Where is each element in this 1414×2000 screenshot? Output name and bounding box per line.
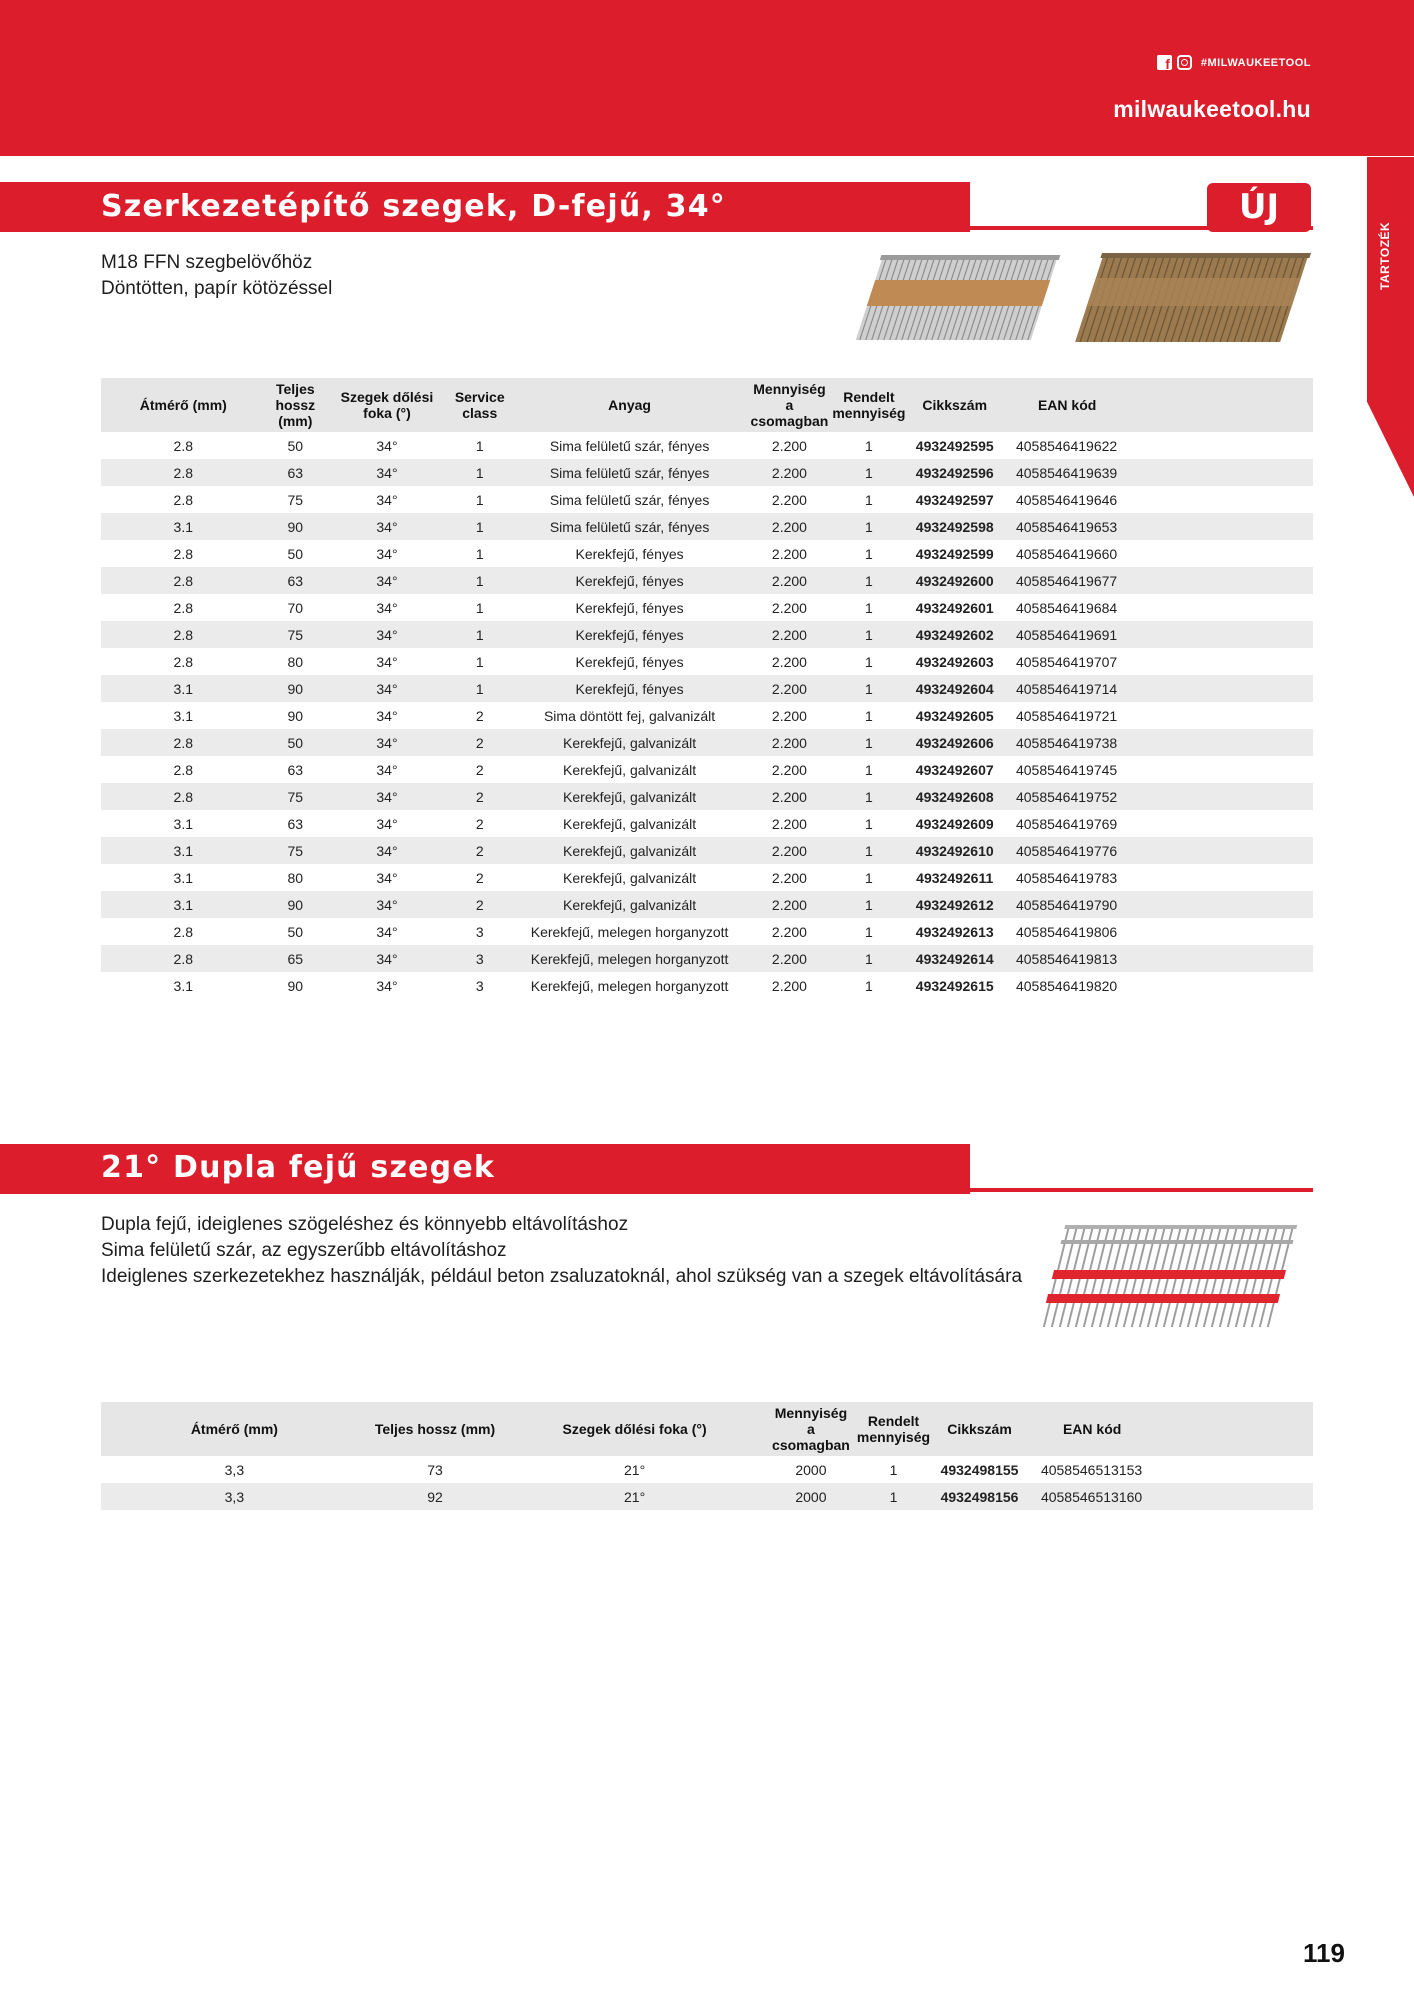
table-cell: 2000 — [767, 1483, 855, 1510]
table-cell: 1 — [830, 459, 907, 486]
table-cell: 4058546419714 — [1002, 675, 1313, 702]
table-cell: 34° — [376, 437, 398, 454]
table-cell: 1 — [830, 891, 907, 918]
table-row — [101, 945, 1313, 972]
table-cell: 63 — [266, 459, 326, 486]
social-links — [1157, 55, 1311, 70]
table-cell: 2.8 — [101, 567, 266, 594]
table-cell: 4932492602 — [907, 621, 1001, 648]
table-cell: 4058546419813 — [1002, 945, 1313, 972]
table-cell: Sima felületű szár, fényes — [511, 459, 749, 486]
table-row — [101, 756, 1313, 783]
table-cell: 4932498155 — [940, 1461, 1019, 1478]
table-cell: 1 — [855, 1483, 932, 1510]
page-number: 119 — [1303, 1938, 1345, 1968]
column-header: Cikkszám — [932, 1402, 1027, 1456]
table-cell: 4932492613 — [915, 923, 994, 940]
table-cell: 2 — [449, 891, 511, 918]
table-cell: 63 — [287, 815, 304, 832]
table-cell: 2.200 — [749, 621, 831, 648]
table-cell: 1 — [865, 869, 873, 886]
table-cell: 4932492609 — [915, 815, 994, 832]
table-cell: 3.1 — [101, 891, 266, 918]
table-cell: 1 — [865, 707, 873, 724]
table-cell: Kerekfejű, fényes — [575, 599, 684, 616]
table-cell: Kerekfejű, galvanizált — [511, 891, 749, 918]
table-row — [101, 837, 1313, 864]
table-cell: 2 — [475, 761, 484, 778]
hashtag: #MILWAUKEETOOL — [1200, 56, 1311, 69]
column-header: Anyag — [511, 378, 749, 432]
table-row — [101, 1483, 1313, 1510]
table-cell: 80 — [287, 869, 304, 886]
table-cell: 4932492603 — [915, 653, 994, 670]
table-cell: 2000 — [795, 1461, 827, 1478]
description-line: Sima felületű szár, az egyszerűbb eltávolításhoz — [101, 1240, 507, 1261]
table-cell: 3.1 — [101, 675, 266, 702]
table-cell: 90 — [287, 977, 304, 994]
table-cell: 2.8 — [173, 599, 194, 616]
table-cell: 1 — [475, 491, 484, 508]
table-cell: 4932492595 — [915, 437, 994, 454]
column-header: Rendelt mennyiség — [830, 378, 907, 432]
table-row — [101, 864, 1313, 891]
table-cell: 4932492608 — [907, 783, 1001, 810]
table-row — [101, 567, 1313, 594]
table-cell: 4932492601 — [915, 599, 994, 616]
table-cell: 4058546419783 — [1015, 869, 1118, 886]
category-side-tab-label: TARTOZÉK — [1378, 221, 1392, 290]
table-cell: 2.200 — [771, 707, 807, 724]
table-cell: 34° — [376, 761, 398, 778]
description-line: Ideiglenes szerkezetekhez használják, például beton zsaluzatoknál, ahol szükség van a szegek eltávolítására — [101, 1266, 1023, 1287]
column-header: EAN kód — [1002, 378, 1313, 432]
table-cell: 4058546419684 — [1015, 599, 1118, 616]
table-cell: 1 — [475, 545, 484, 562]
table-cell: 4058546419646 — [1015, 491, 1118, 508]
table-cell: 4058546419691 — [1002, 621, 1313, 648]
table-cell: 4058546419820 — [1015, 977, 1118, 994]
table-cell: 1 — [475, 653, 484, 670]
table-cell: 4932492604 — [907, 675, 1001, 702]
table-cell: 1 — [830, 729, 907, 756]
table-cell: Kerekfejű, fényes — [575, 545, 684, 562]
table-cell: 4932492615 — [915, 977, 994, 994]
table-cell: Sima felületű szár, fényes — [549, 491, 710, 508]
instagram-icon[interactable] — [1177, 55, 1192, 70]
double-head-nail-strip-image — [1030, 1222, 1315, 1332]
section1-description — [101, 250, 332, 302]
column-header: Teljes hossz (mm) — [368, 1402, 502, 1456]
table-cell: 2.200 — [771, 761, 807, 778]
table-cell: 34° — [376, 869, 398, 886]
table-row — [101, 729, 1313, 756]
table-cell: 4058546419738 — [1002, 729, 1313, 756]
table-cell: 2.200 — [749, 837, 831, 864]
table-cell: Kerekfejű, melegen horganyzott — [511, 945, 749, 972]
table-row — [101, 513, 1313, 540]
table-cell: Kerekfejű, galvanizált — [511, 729, 749, 756]
column-header: Átmérő (mm) — [101, 378, 266, 432]
table-cell: 4058546419752 — [1002, 783, 1313, 810]
description-line: Dupla fejű, ideiglenes szögeléshez és könnyebb eltávolításhoz — [101, 1214, 629, 1235]
table-cell: 2.8 — [101, 783, 266, 810]
table-cell: 34° — [325, 621, 449, 648]
new-badge: ÚJ — [1207, 183, 1311, 232]
table-cell: 63 — [266, 567, 326, 594]
table-row — [101, 972, 1313, 999]
table-cell: 3,3 — [224, 1461, 245, 1478]
column-header: Szegek dőlési foka (°) — [325, 378, 449, 432]
table-cell: 4058546419769 — [1015, 815, 1118, 832]
description-line: Döntötten, papír kötözéssel — [101, 278, 333, 299]
table-row — [101, 486, 1313, 513]
table-cell: 2.8 — [101, 621, 266, 648]
table-cell: 4058546419622 — [1015, 437, 1118, 454]
table-row — [101, 675, 1313, 702]
table-row — [101, 540, 1313, 567]
table-cell: 4058546419639 — [1002, 459, 1313, 486]
table-cell: 1 — [830, 567, 907, 594]
table-cell: 50 — [287, 923, 304, 940]
table-cell: 2.200 — [771, 815, 807, 832]
table-cell: 2.200 — [749, 783, 831, 810]
section2-title: 21° Dupla fejű szegek — [101, 1150, 496, 1185]
table-cell: 34° — [376, 815, 398, 832]
column-header: EAN kód — [1027, 1402, 1313, 1456]
section2-title-line — [970, 1188, 1313, 1192]
table-cell: 63 — [287, 761, 304, 778]
table-cell: 4932492611 — [916, 869, 994, 886]
table-cell: 2.8 — [173, 761, 194, 778]
section2-description — [101, 1212, 1022, 1290]
table-cell: 2 — [449, 837, 511, 864]
facebook-icon[interactable] — [1157, 55, 1172, 70]
table-cell: 3.1 — [173, 707, 194, 724]
table-cell: Kerekfejű, galvanizált — [511, 783, 749, 810]
column-header: Átmérő (mm) — [101, 1402, 368, 1456]
table-row — [101, 783, 1313, 810]
table-cell: 2.200 — [771, 599, 807, 616]
table-cell: 2 — [475, 707, 484, 724]
table-cell: 2.200 — [771, 491, 807, 508]
table-cell: Sima felületű szár, fényes — [511, 513, 749, 540]
table-cell: 34° — [325, 729, 449, 756]
table-cell: 34° — [325, 837, 449, 864]
table-cell: 2.8 — [173, 545, 194, 562]
table-cell: Sima döntött fej, galvanizált — [543, 707, 716, 724]
table-cell: 1 — [865, 815, 873, 832]
table-cell: 2.200 — [749, 675, 831, 702]
table-cell: 1 — [830, 837, 907, 864]
table-cell: 90 — [266, 513, 326, 540]
nail-strip-galvanized-image — [1050, 250, 1315, 350]
column-header: Szegek dőlési foka (°) — [502, 1402, 767, 1456]
table-cell: 1 — [449, 675, 511, 702]
table-cell: 2.200 — [771, 923, 807, 940]
table-cell: 4058546419721 — [1015, 707, 1118, 724]
site-url[interactable]: milwaukeetool.hu — [1113, 96, 1311, 122]
table-cell: 3 — [475, 977, 484, 994]
table-cell: 1 — [889, 1461, 898, 1478]
table-cell: 50 — [287, 437, 304, 454]
table-cell: 4058546419790 — [1002, 891, 1313, 918]
table-cell: 3 — [449, 945, 511, 972]
section1-title: Szerkezetépítő szegek, D-fejű, 34° — [101, 189, 726, 224]
table-cell: Kerekfejű, galvanizált — [511, 837, 749, 864]
table-cell: Kerekfejű, melegen horganyzott — [530, 923, 729, 940]
table-cell: 1 — [830, 621, 907, 648]
table-row — [101, 918, 1313, 945]
table-cell: 4058546419660 — [1015, 545, 1118, 562]
table-cell: 4932492598 — [907, 513, 1001, 540]
table-cell: 3.1 — [101, 837, 266, 864]
table-cell: 2.200 — [749, 459, 831, 486]
table-cell: 3,3 — [101, 1483, 368, 1510]
section2-spec-table — [101, 1402, 1313, 1510]
table-cell: 1 — [865, 437, 873, 454]
table-cell: 2 — [475, 869, 484, 886]
table-cell: 4932492600 — [907, 567, 1001, 594]
table-cell: 4932492596 — [907, 459, 1001, 486]
table-cell: 2.8 — [101, 459, 266, 486]
top-banner — [0, 0, 1414, 156]
table-cell: 34° — [325, 567, 449, 594]
table-cell: Kerekfejű, melegen horganyzott — [530, 977, 729, 994]
table-cell: 4058546419745 — [1015, 761, 1118, 778]
table-cell: 4932498156 — [932, 1483, 1027, 1510]
table-header-row — [101, 1402, 1313, 1456]
table-cell: 21° — [502, 1483, 767, 1510]
table-cell: 90 — [287, 707, 304, 724]
column-header: Cikkszám — [907, 378, 1001, 432]
table-cell: 3.1 — [101, 513, 266, 540]
table-cell: 3.1 — [173, 869, 194, 886]
table-cell: Kerekfejű, fényes — [511, 675, 749, 702]
table-cell: 1 — [830, 945, 907, 972]
table-cell: 73 — [427, 1461, 443, 1478]
table-cell: 92 — [368, 1483, 502, 1510]
table-cell: 2.8 — [101, 729, 266, 756]
section1-spec-table — [101, 378, 1313, 999]
table-cell: 65 — [266, 945, 326, 972]
table-row — [101, 810, 1313, 837]
table-cell: 4932492605 — [915, 707, 994, 724]
table-cell: 1 — [475, 599, 484, 616]
table-cell: 1 — [865, 977, 873, 994]
table-cell: 2.200 — [749, 567, 831, 594]
table-cell: 1 — [865, 653, 873, 670]
table-cell: 2.200 — [771, 977, 807, 994]
table-cell: 4932492599 — [915, 545, 994, 562]
table-cell: 4932492597 — [915, 491, 994, 508]
table-cell: 34° — [376, 707, 398, 724]
table-header-row — [101, 378, 1313, 432]
table-cell: 1 — [449, 621, 511, 648]
table-cell: 4932492607 — [915, 761, 994, 778]
table-cell: Kerekfejű, fényes — [511, 567, 749, 594]
column-header: Mennyiség a csomagban — [767, 1402, 855, 1456]
table-cell: 2.200 — [771, 437, 807, 454]
table-cell: 4932492612 — [907, 891, 1001, 918]
column-header: Rendelt mennyiség — [855, 1402, 932, 1456]
table-cell: Sima felületű szár, fényes — [549, 437, 710, 454]
table-cell: 2.200 — [749, 945, 831, 972]
table-row — [101, 702, 1313, 729]
table-cell: 2.200 — [749, 891, 831, 918]
table-cell: 4058546513153 — [1040, 1461, 1143, 1478]
nail-strip-bright-image — [825, 250, 1065, 350]
table-cell: 34° — [376, 491, 398, 508]
table-cell: 1 — [475, 437, 484, 454]
table-cell: 75 — [287, 491, 304, 508]
table-cell: 34° — [325, 945, 449, 972]
table-cell: 4058546419806 — [1015, 923, 1118, 940]
table-cell: 75 — [266, 621, 326, 648]
table-cell: 1 — [865, 599, 873, 616]
table-cell: 4058546419776 — [1002, 837, 1313, 864]
table-cell: 2 — [449, 783, 511, 810]
table-cell: Kerekfejű, galvanizált — [563, 815, 697, 832]
table-cell: 4932492606 — [907, 729, 1001, 756]
column-header: Service class — [449, 378, 511, 432]
table-cell: 1 — [449, 513, 511, 540]
table-cell: 34° — [325, 459, 449, 486]
table-cell: 2.8 — [173, 491, 194, 508]
table-cell: 34° — [325, 891, 449, 918]
table-cell: 70 — [287, 599, 304, 616]
table-cell: 1 — [830, 783, 907, 810]
table-cell: 3.1 — [173, 815, 194, 832]
table-cell: 34° — [376, 653, 398, 670]
table-cell: Kerekfejű, galvanizált — [563, 869, 697, 886]
table-cell: 34° — [376, 977, 398, 994]
table-cell: 1 — [449, 567, 511, 594]
table-cell: 80 — [287, 653, 304, 670]
table-cell: 4058546419707 — [1015, 653, 1118, 670]
table-cell: Kerekfejű, galvanizált — [563, 761, 697, 778]
table-cell: 1 — [865, 761, 873, 778]
table-row — [101, 621, 1313, 648]
table-cell: 34° — [376, 545, 398, 562]
table-cell: 1 — [865, 491, 873, 508]
table-cell: 1 — [830, 675, 907, 702]
table-body — [101, 432, 1313, 999]
table-row — [101, 891, 1313, 918]
table-cell: 21° — [624, 1461, 646, 1478]
table-cell: 2.200 — [771, 545, 807, 562]
table-cell: 3.1 — [173, 977, 194, 994]
table-row — [101, 648, 1313, 675]
table-cell: 4932492610 — [907, 837, 1001, 864]
table-cell: 1 — [830, 513, 907, 540]
table-cell: 90 — [266, 891, 326, 918]
table-cell: 34° — [325, 513, 449, 540]
table-row — [101, 594, 1313, 621]
table-cell: 34° — [325, 675, 449, 702]
table-cell: Kerekfejű, fényes — [511, 621, 749, 648]
table-cell: 3 — [475, 923, 484, 940]
table-cell: 90 — [266, 675, 326, 702]
table-cell: 4058546513160 — [1027, 1483, 1313, 1510]
table-cell: 4932492614 — [907, 945, 1001, 972]
table-cell: 1 — [865, 923, 873, 940]
table-cell: 34° — [376, 599, 398, 616]
table-cell: 1 — [449, 459, 511, 486]
table-cell: 75 — [266, 783, 326, 810]
table-cell: 50 — [266, 729, 326, 756]
table-cell: 34° — [376, 923, 398, 940]
column-header: Mennyiség a csomagban — [749, 378, 831, 432]
table-row — [101, 459, 1313, 486]
table-cell: 75 — [266, 837, 326, 864]
description-line: M18 FFN szegbelövőhöz — [101, 252, 313, 273]
table-cell: 4058546419653 — [1002, 513, 1313, 540]
table-cell: 34° — [325, 783, 449, 810]
table-cell: 4058546419677 — [1002, 567, 1313, 594]
table-cell: 2 — [475, 815, 484, 832]
table-cell: 2.200 — [749, 729, 831, 756]
table-cell: Kerekfejű, fényes — [575, 653, 684, 670]
table-cell: 2.8 — [173, 923, 194, 940]
table-cell: 2 — [449, 729, 511, 756]
table-cell: 2.200 — [771, 869, 807, 886]
table-row — [101, 432, 1313, 459]
table-cell: 50 — [287, 545, 304, 562]
table-cell: 2.200 — [771, 653, 807, 670]
column-header: Teljes hossz (mm) — [266, 378, 326, 432]
table-cell: 2.8 — [101, 945, 266, 972]
table-cell: 1 — [865, 545, 873, 562]
table-cell: 2.8 — [173, 437, 194, 454]
table-row — [101, 1456, 1313, 1483]
table-cell: 2.200 — [749, 513, 831, 540]
table-cell: 2.8 — [173, 653, 194, 670]
table-body — [101, 1456, 1313, 1510]
